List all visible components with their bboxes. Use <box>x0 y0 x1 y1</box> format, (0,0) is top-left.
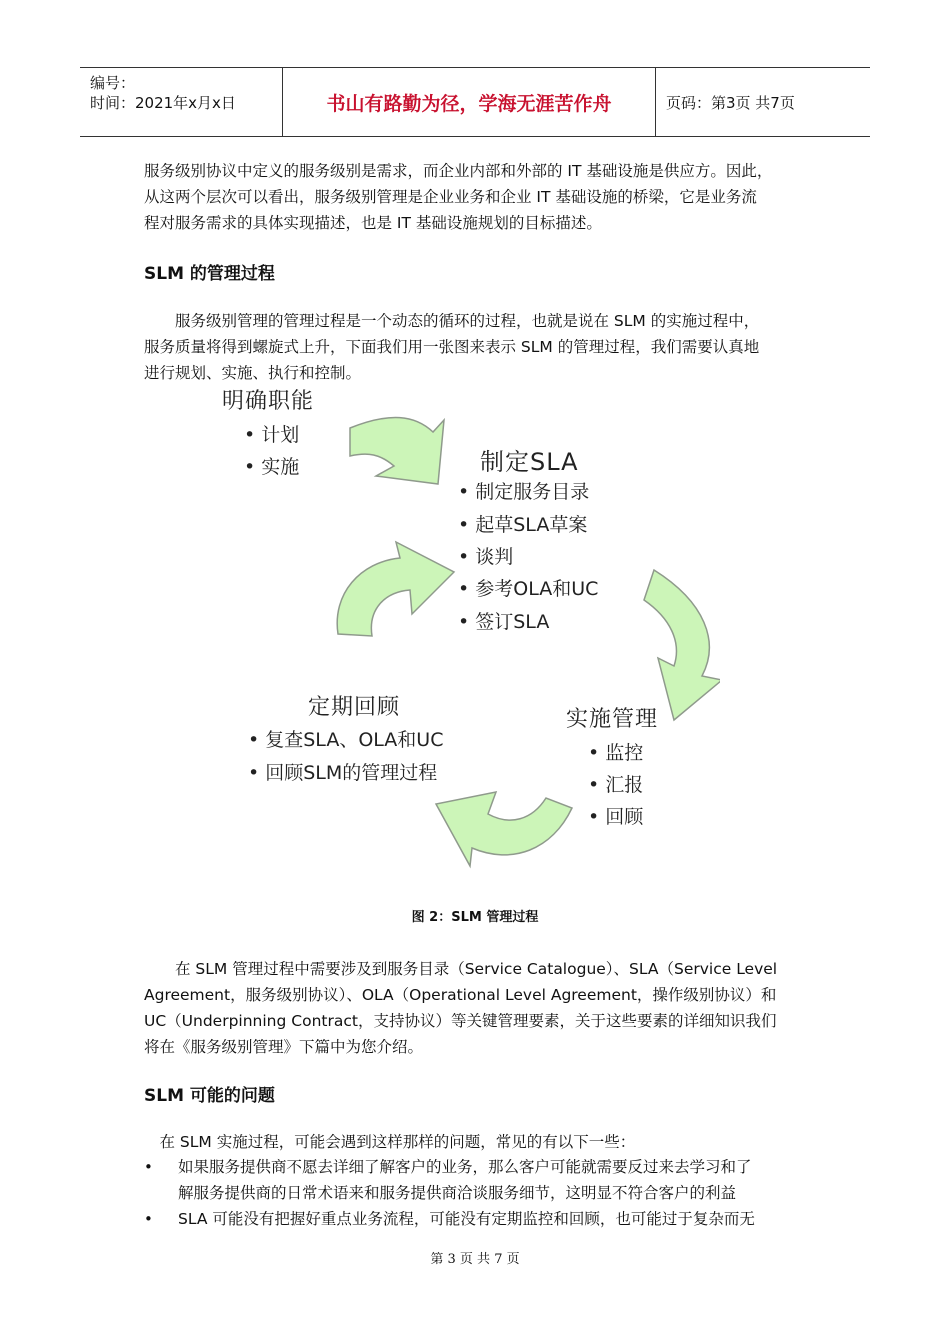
stage-define-sla-title: 制定SLA <box>480 448 579 476</box>
stage-define-roles-title: 明确职能 <box>222 389 315 414</box>
header-motto-cell <box>283 68 656 136</box>
stage-implement-item: • 监控 <box>588 738 643 765</box>
stage-periodic-review-item: • 复查SLA、OLA和UC <box>248 725 443 752</box>
section1-p2-line: 将在《服务级别管理》下篇中为您介绍。 <box>144 1038 424 1056</box>
document-number-label: 编号： <box>90 74 136 92</box>
problem-line: 解服务提供商的日常术语来和服务提供商洽谈服务细节，这明显不符合客户的利益 <box>178 1184 737 1202</box>
stage-define-sla-item: • 起草SLA草案 <box>458 510 587 537</box>
problem-list-item <box>144 1206 824 1232</box>
header-page-number: 页码：第3页 共7页 <box>666 93 795 112</box>
problem-line: • SLA 可能没有把握好重点业务流程，可能没有定期监控和回顾，也可能过于复杂而无 <box>178 1210 755 1228</box>
page-footer: 第 3 页 共 7 页 <box>430 1252 520 1267</box>
stage-periodic-review-title: 定期回顾 <box>308 695 401 720</box>
section1-line: 服务级别管理的管理过程是一个动态的循环的过程，也就是说在 SLM 的实施过程中， <box>144 312 760 330</box>
stage-implement-title: 实施管理 <box>566 707 659 732</box>
section-heading-slm-problems: SLM 可能的问题 <box>144 1086 275 1106</box>
section1-line: 进行规划、实施、执行和控制。 <box>144 364 362 382</box>
document-header <box>80 67 870 137</box>
section1-paragraph2 <box>144 956 814 1060</box>
section1-line: 服务质量将得到螺旋式上升，下面我们用一张图来表示 SLM 的管理过程，我们需要认真地 <box>144 338 760 356</box>
stage-define-sla-item: • 签订SLA <box>458 607 549 634</box>
slm-process-diagram <box>200 380 720 890</box>
section2-intro: 在 SLM 实施过程，可能会遇到这样那样的问题，常见的有以下一些： <box>144 1133 636 1151</box>
section1-p2-line: Agreement，服务级别协议）、OLA（Operational Level Agreement，操作级别协议）和 <box>144 986 777 1004</box>
intro-line: 程对服务需求的具体实现描述，也是 IT 基础设施规划的目标描述。 <box>144 214 602 232</box>
stage-define-roles-item: • 实施 <box>244 452 299 479</box>
stage-define-sla-item: • 谈判 <box>458 542 513 569</box>
arrow-to-implement-management <box>644 570 720 720</box>
problem-list-item <box>144 1154 824 1206</box>
arrow-back-to-define-sla <box>337 542 454 636</box>
stage-periodic-review-item: • 回顾SLM的管理过程 <box>248 758 437 785</box>
intro-paragraph <box>144 158 814 236</box>
section1-paragraph <box>144 308 814 386</box>
arrow-to-define-sla <box>350 417 444 484</box>
problem-list <box>144 1154 824 1232</box>
section1-p2-line: UC（Underpinning Contract，支持协议）等关键管理要素，关于这些要素的详细知识我们 <box>144 1012 777 1030</box>
arrow-to-periodic-review <box>436 792 572 866</box>
section1-p2-line: 在 SLM 管理过程中需要涉及到服务目录（Service Catalogue）、SLA（Service Level <box>144 960 778 978</box>
stage-define-sla-item: • 制定服务目录 <box>458 477 589 504</box>
section-heading-slm-process: SLM 的管理过程 <box>144 264 275 284</box>
intro-line: 从这两个层次可以看出，服务级别管理是企业业务和企业 IT 基础设施的桥梁，它是业务流 <box>144 188 757 206</box>
header-page-cell <box>656 68 870 136</box>
intro-line: 服务级别协议中定义的服务级别是需求，而企业内部和外部的 IT 基础设施是供应方。因此， <box>144 162 773 180</box>
stage-define-sla-item: • 参考OLA和UC <box>458 574 598 601</box>
document-time-label: 时间：2021年x月x日 <box>90 94 236 112</box>
stage-implement-item: • 回顾 <box>588 802 643 829</box>
header-motto: 书山有路勤为径，学海无涯苦作舟 <box>326 92 612 115</box>
problem-line: • 如果服务提供商不愿去详细了解客户的业务，那么客户可能就需要反过来去学习和了 <box>178 1158 752 1176</box>
header-meta-cell <box>80 68 283 136</box>
stage-implement-item: • 汇报 <box>588 770 643 797</box>
figure-caption: 图 2：SLM 管理过程 <box>411 910 539 925</box>
stage-define-roles-item: • 计划 <box>244 420 299 447</box>
